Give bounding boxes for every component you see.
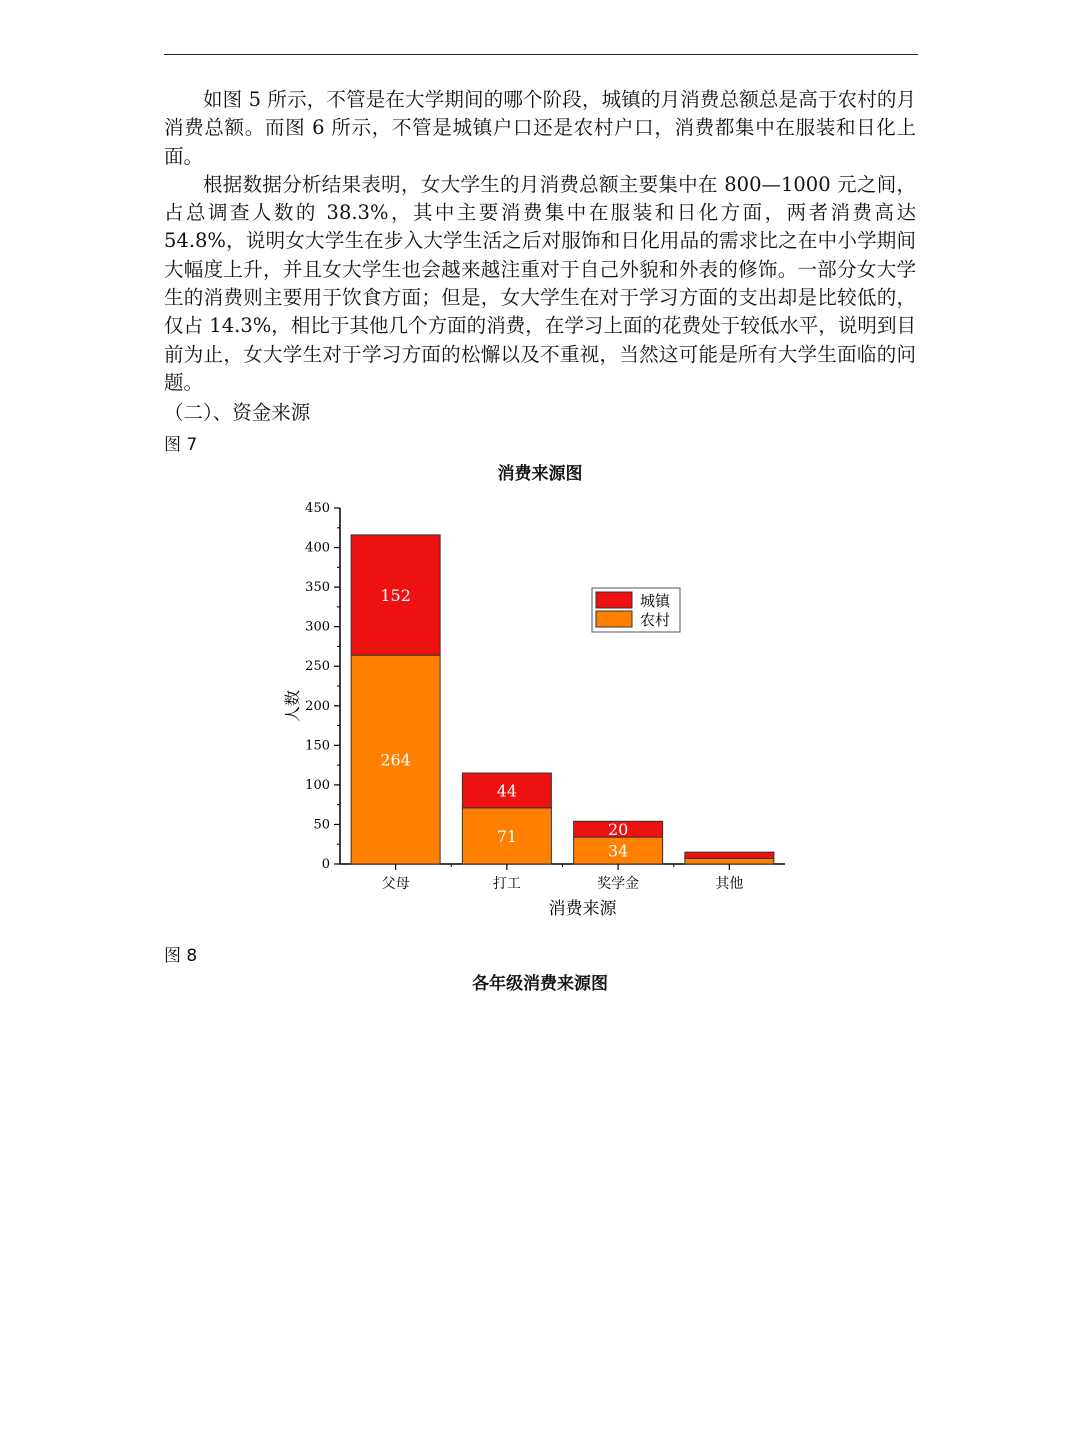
paragraph-1: 如图 5 所示，不管是在大学期间的哪个阶段，城镇的月消费总额总是高于农村的月消费总额。而图 6 所示，不管是城镇户口还是农村户口，消费都集中在服装和日化上面。 [164,88,916,168]
section-heading: （二）、资金来源 [164,401,311,424]
figure-8-title: 各年级消费来源图 [472,974,608,994]
x-tick-label: 其他 [715,876,744,892]
bar-segment [685,852,774,858]
body-text [164,86,916,397]
y-tick-label: 350 [305,580,330,596]
data-label: 20 [607,820,629,840]
y-tick-label: 450 [305,501,330,516]
chart-title: 消费来源图 [497,464,583,484]
y-tick-label: 0 [321,857,330,872]
x-tick-label: 奖学金 [597,876,640,892]
figure-7-label: 图 7 [164,435,198,455]
paragraph-2: 根据数据分析结果表明，女大学生的月消费总额主要集中在 800—1000 元之间，占总调查人数的 38.3%，其中主要消费集中在服装和日化方面，两者消费高达 54.8%，说明女大学生在步入大学生活之后对服饰和日化用品的需求比之在中小学期间大幅度上升，并且女大学生也会越来越注重对于自己外貌和外表的修饰。一部分女大学生的消费则主要用于饮食方面；但是，女大学生在对于学习方面的支出却是比较低的，仅占 14.3%，相比于其他几个方面的消费，在学习上面的花费处于较低水平，说明到目前为止，女大学生对于学习方面的松懈以及不重视，当然这可能是所有大学生面临的问题。 [164,172,916,394]
data-label: 152 [380,586,411,606]
legend-label: 城镇 [640,592,671,610]
data-label: 34 [607,841,629,861]
legend-label: 农村 [640,611,671,629]
header-rule [164,54,918,55]
x-tick-label: 父母 [381,876,410,892]
x-tick-label: 打工 [492,876,521,892]
stacked-bar-chart [270,490,810,930]
y-tick-label: 50 [313,817,330,833]
y-tick-label: 200 [305,698,330,714]
y-tick-label: 400 [305,540,330,556]
legend-swatch [596,611,632,627]
legend-swatch [596,592,632,608]
y-tick-label: 250 [305,659,330,675]
y-tick-label: 100 [305,777,330,793]
y-tick-label: 150 [305,738,330,754]
y-tick-label: 300 [305,619,330,635]
data-label: 44 [496,781,518,801]
data-label: 264 [380,750,411,770]
data-label: 71 [496,826,518,846]
x-axis-title: 消费来源 [548,899,617,919]
bar-segment [685,858,774,864]
figure-8-label: 图 8 [164,946,198,966]
y-axis-title: 人数 [283,689,302,723]
